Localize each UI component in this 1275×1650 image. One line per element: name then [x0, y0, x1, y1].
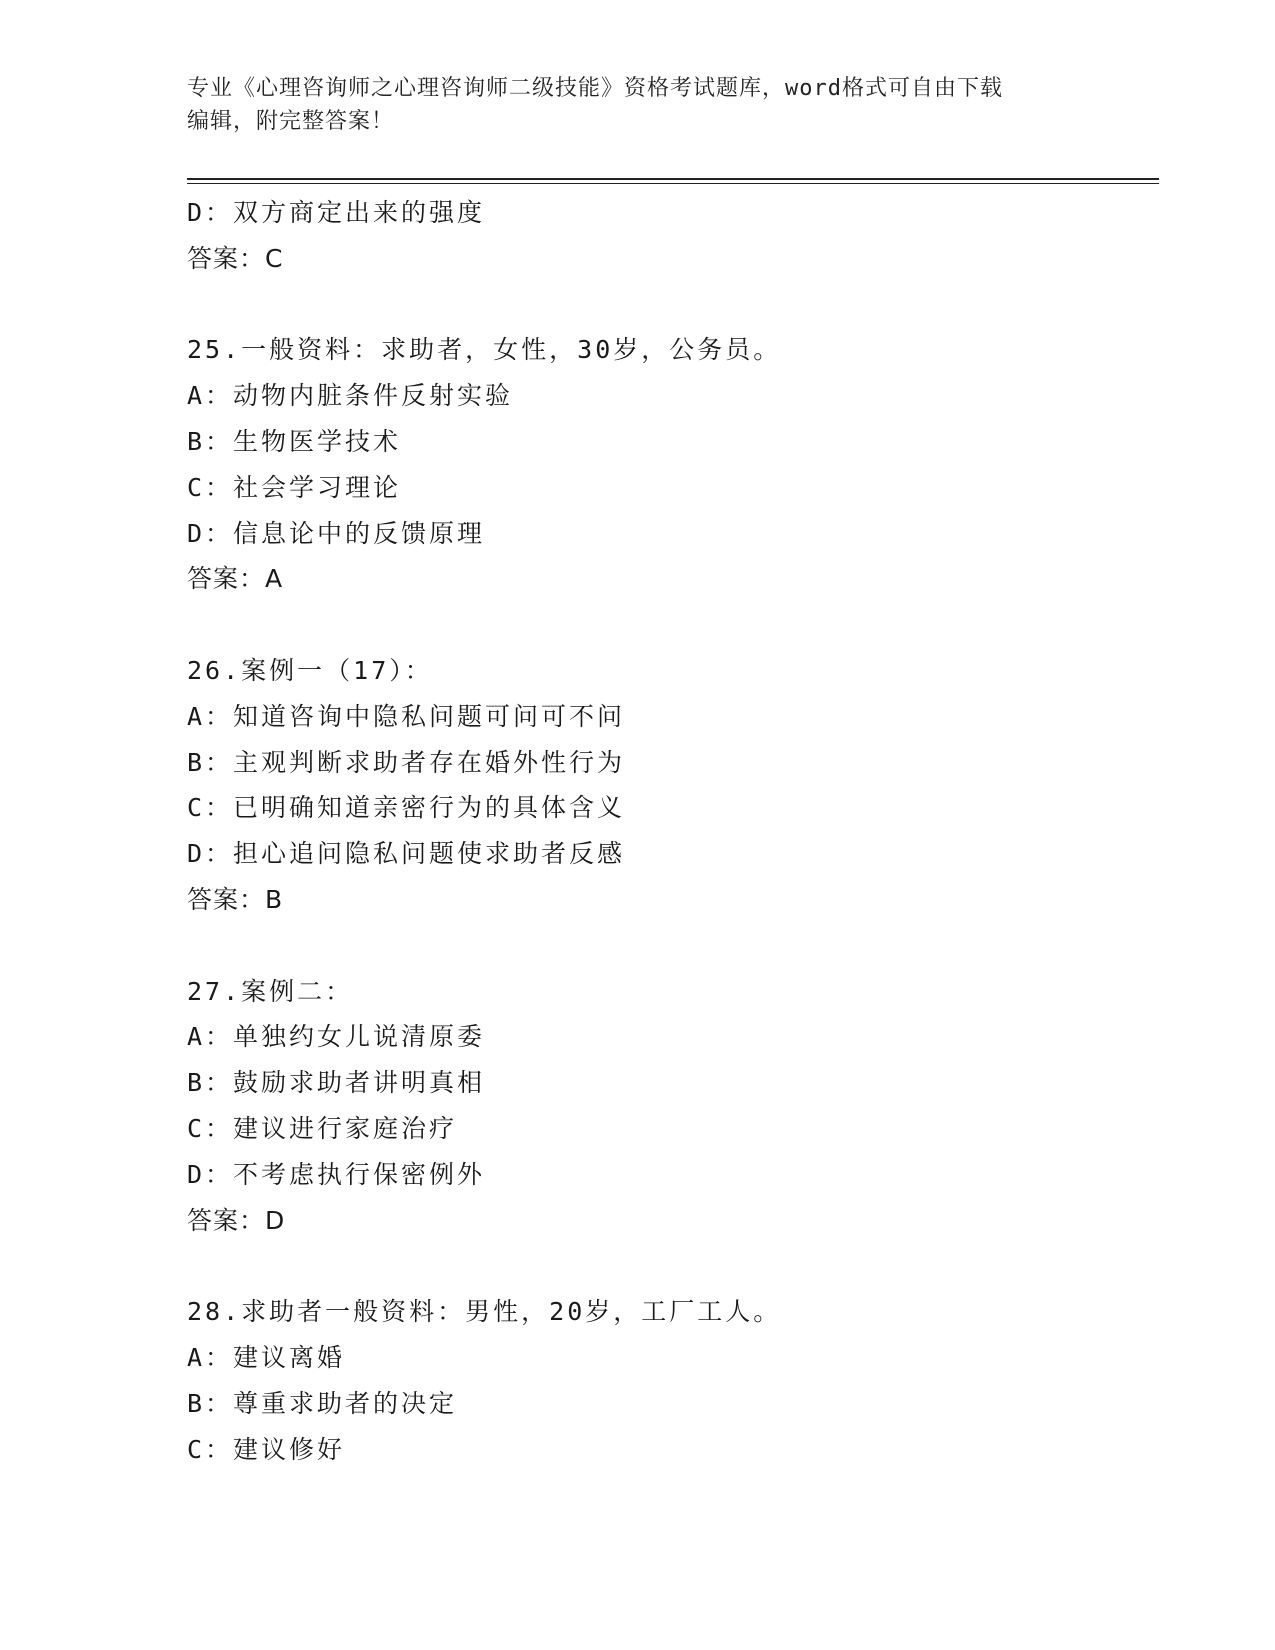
option-a: A：单独约女儿说清原委: [187, 1022, 486, 1052]
spacer: [187, 1243, 1147, 1289]
option-c: C：已明确知道亲密行为的具体含义: [187, 793, 626, 823]
question-stem: 28.求助者一般资料：男性，20岁，工厂工人。: [187, 1297, 782, 1327]
option-c: C：建议修好: [187, 1434, 346, 1464]
answer-line: 答案：C: [187, 243, 284, 273]
spacer: [187, 923, 1147, 969]
option-d: D：双方商定出来的强度: [187, 198, 486, 227]
spacer: [187, 282, 1147, 328]
option-b: B：尊重求助者的决定: [187, 1388, 458, 1418]
question-27: [187, 969, 1147, 1244]
option-a: A：动物内脏条件反射实验: [187, 381, 514, 411]
page-header: [187, 72, 1087, 138]
option-b: B：生物医学技术: [187, 426, 402, 456]
option-b: B：鼓励求助者讲明真相: [187, 1068, 486, 1098]
option-d: D：信息论中的反馈原理: [187, 518, 486, 548]
question-stem: 26.案例一（17）：: [187, 655, 433, 685]
header-rule-thick: [187, 178, 1159, 180]
answer-line: 答案：B: [187, 884, 284, 914]
option-c: C：社会学习理论: [187, 472, 402, 502]
header-line-2: 编辑，附完整答案！: [187, 109, 395, 134]
question-28: [187, 1289, 1147, 1472]
option-d: D：担心追问隐私问题使求助者反感: [187, 839, 626, 869]
question-26: [187, 648, 1147, 923]
question-stem: 27.案例二：: [187, 976, 354, 1006]
option-d: D：不考虑执行保密例外: [187, 1159, 486, 1189]
header-rule-thin: [187, 183, 1159, 184]
option-b: B：主观判断求助者存在婚外性行为: [187, 747, 626, 777]
question-25: [187, 327, 1147, 602]
spacer: [187, 602, 1147, 648]
question-list: [187, 190, 1147, 1472]
header-line-1: 专业《心理咨询师之心理咨询师二级技能》资格考试题库，word格式可自由下载: [187, 76, 1003, 101]
option-c: C：建议进行家庭治疗: [187, 1113, 458, 1143]
option-a: A：知道咨询中隐私问题可问可不问: [187, 701, 626, 731]
partial-question: [187, 190, 1147, 282]
question-stem: 25.一般资料：求助者，女性，30岁，公务员。: [187, 335, 782, 365]
option-a: A：建议离婚: [187, 1342, 346, 1372]
answer-line: 答案：A: [187, 564, 284, 594]
answer-line: 答案：D: [187, 1205, 286, 1235]
